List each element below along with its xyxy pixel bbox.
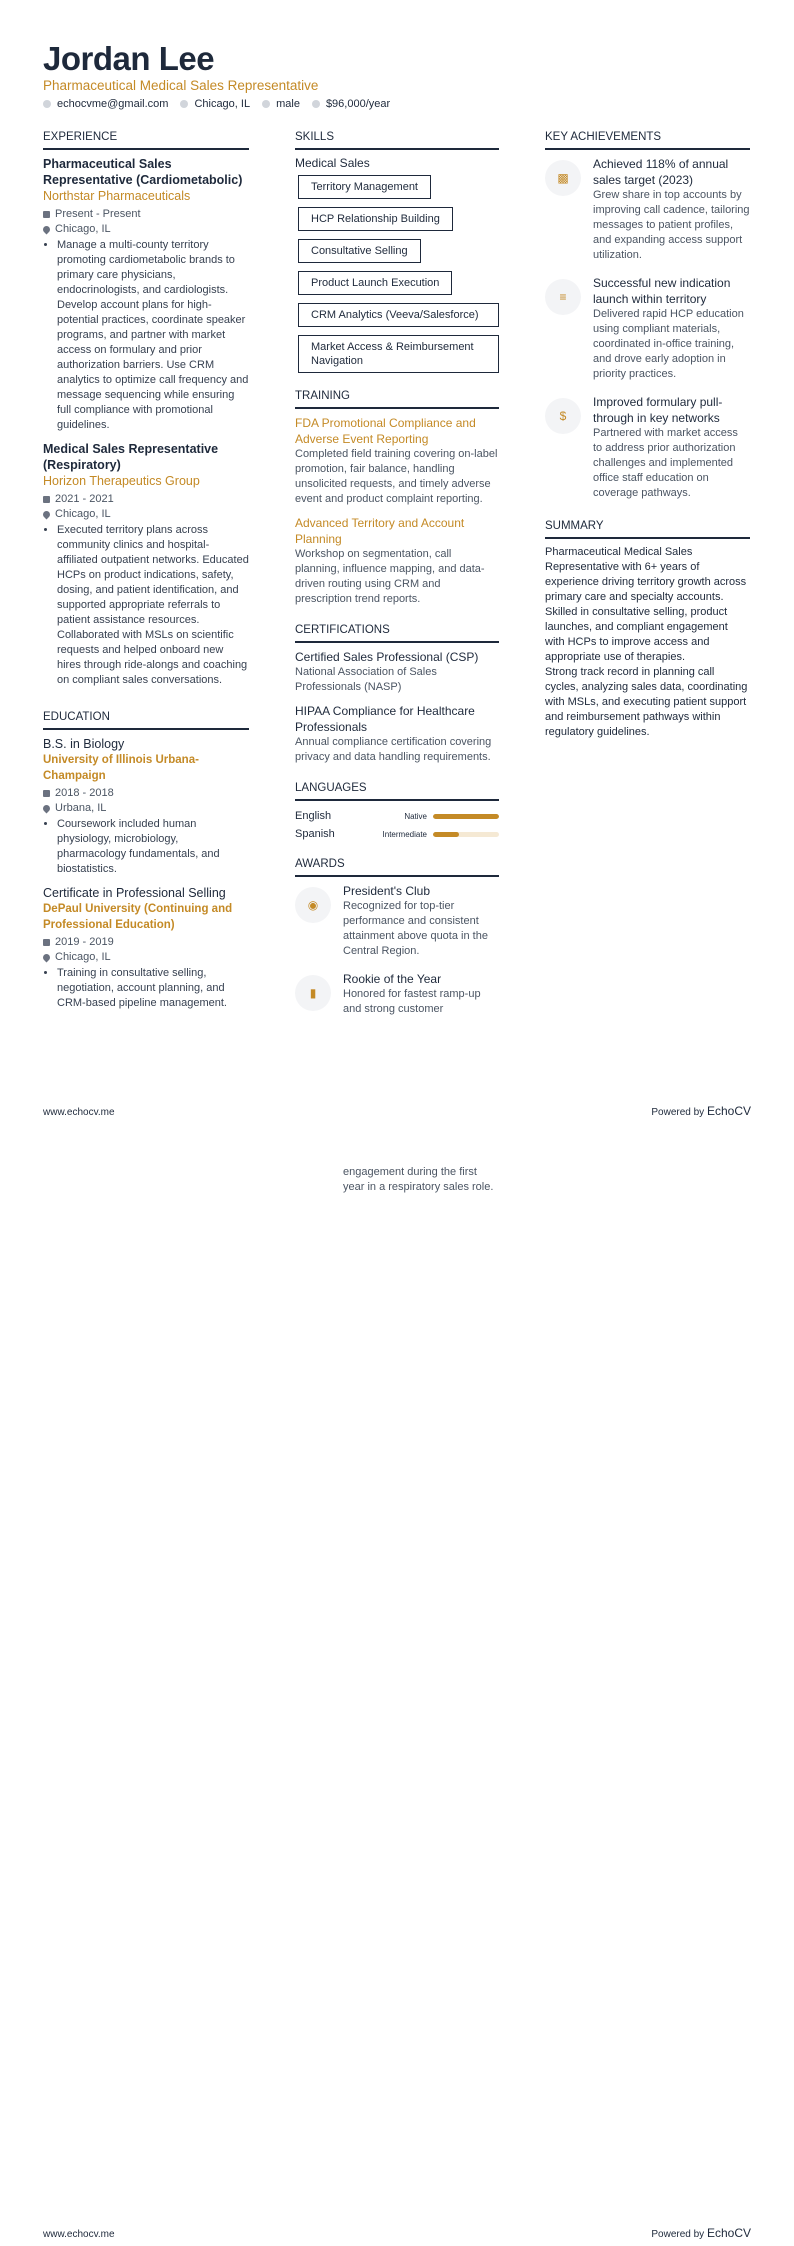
degree: Certificate in Professional Selling: [43, 886, 226, 900]
skill-tag: CRM Analytics (Veeva/Salesforce): [298, 303, 499, 327]
skill-tag: Market Access & Reimbursement Navigation: [298, 335, 499, 373]
footer-site-link[interactable]: www.echocv.me: [43, 2229, 115, 2240]
award-item: [295, 883, 499, 967]
location-pin-icon: [42, 510, 52, 520]
person-icon: [262, 100, 270, 108]
salary: $96,000/year: [325, 98, 391, 110]
achievement-item: [545, 275, 750, 390]
section-awards-heading: AWARDS: [295, 857, 499, 877]
gender: male: [276, 98, 300, 110]
experience-entry: [43, 441, 249, 688]
section-skills-heading: SKILLS: [295, 130, 499, 150]
section-training-heading: TRAINING: [295, 389, 499, 409]
footer-powered: Powered by: [651, 1107, 705, 1118]
achievement-item: [545, 156, 750, 271]
dates: Present - Present: [55, 208, 141, 220]
school: DePaul University (Continuing and Professional Education): [43, 903, 233, 931]
footer-site-link[interactable]: www.echocv.me: [43, 1107, 115, 1118]
camera-icon: ◉: [295, 887, 331, 923]
achievement-description: Delivered rapid HCP education using compliant materials, coordinated in-office training, and drove early adoption in priority practices.: [593, 308, 744, 380]
location-pin-icon: [42, 804, 52, 814]
award-description: Recognized for top-tier performance and consistent attainment above quota in the Central Region.: [343, 900, 488, 957]
education-description: • Coursework included human physiology, microbiology, pharmacology fundamentals, and biostatistics.: [57, 817, 249, 877]
candidate-name: Jordan Lee: [43, 40, 215, 77]
award-title: President's Club: [343, 884, 430, 898]
language-level: Intermediate: [382, 829, 427, 839]
resume-page-2: [0, 1125, 794, 2246]
page-footer: [43, 2226, 751, 2240]
middle-column: [295, 130, 499, 1029]
job-location: Chicago, IL: [55, 223, 111, 235]
education-entry: [43, 885, 249, 1011]
job-title: Medical Sales Representative (Respiratory): [43, 442, 219, 472]
section-certifications-heading: CERTIFICATIONS: [295, 623, 499, 643]
school-location: Chicago, IL: [55, 951, 111, 963]
footer-powered: Powered by: [651, 2229, 705, 2240]
training-description: Workshop on segmentation, call planning, influence mapping, and data-driven routing using CRM and prescription trend reports.: [295, 548, 485, 605]
calendar-icon: [43, 939, 50, 946]
email-icon: [43, 100, 51, 108]
company: Horizon Therapeutics Group: [43, 474, 200, 488]
certification-description: Annual compliance certification covering privacy and data handling requirements.: [295, 736, 492, 763]
school: University of Illinois Urbana-Champaign: [43, 754, 199, 782]
achievement-title: Improved formulary pull-through in key networks: [593, 395, 723, 425]
section-education-heading: EDUCATION: [43, 710, 249, 730]
experience-entry: [43, 156, 249, 433]
language-row: [295, 825, 499, 843]
training-description: Completed field training covering on-label promotion, fair balance, handling unsolicited requests, and timely adverse event and product complaint reporting.: [295, 448, 498, 505]
location-icon: [180, 100, 188, 108]
clipboard-icon: ▩: [545, 160, 581, 196]
language-bar: [433, 832, 499, 837]
summary-paragraph: Pharmaceutical Medical Sales Representative with 6+ years of experience driving territory growth across primary care and specialty accounts. Skilled in consultative selling, product launches, and compliant engagement with HCPs to improve access and appropriate use of therapies.: [545, 546, 747, 663]
left-column: [43, 130, 249, 1019]
certification-title: Certified Sales Professional (CSP): [295, 650, 479, 664]
right-column: [545, 130, 750, 740]
calendar-icon: [43, 496, 50, 503]
skill-tags: [295, 175, 499, 381]
certification-title: HIPAA Compliance for Healthcare Professionals: [295, 704, 475, 734]
education-description: • Training in consultative selling, negotiation, account planning, and CRM-based pipeline management.: [57, 966, 249, 1011]
calendar-icon: [43, 790, 50, 797]
dates: 2021 - 2021: [55, 493, 114, 505]
section-summary-heading: SUMMARY: [545, 519, 750, 539]
achievement-item: [545, 394, 750, 509]
footer-brand: EchoCV: [706, 2226, 751, 2240]
location-pin-icon: [42, 225, 52, 235]
salary-icon: [312, 100, 320, 108]
skill-tag: Territory Management: [298, 175, 431, 199]
award-item: [295, 971, 499, 1025]
footer-brand: EchoCV: [706, 1104, 751, 1118]
email: echocvme@gmail.com: [57, 98, 169, 110]
award-title: Rookie of the Year: [343, 972, 442, 986]
job-description: • Manage a multi-county territory promoting cardiometabolic brands to primary care physicians, endocrinologists, and cardiologists. Develop account plans for high-potential practices, coordinate speaker programs, and partner with market access on formulary and prior authorization barriers. Use CRM analytics to optimize call frequency and message sequencing while ensuring full compliance with promotional guidelines.: [57, 238, 249, 433]
achievement-description: Grew share in top accounts by improving call cadence, tailoring messages to patient profiles, and expanding access support utilization.: [593, 189, 750, 261]
language-bar: [433, 814, 499, 819]
contact-info: [43, 98, 390, 110]
achievement-title: Successful new indication launch within territory: [593, 276, 731, 306]
language-name: Spanish: [295, 827, 335, 840]
calendar-icon: [43, 211, 50, 218]
training-title: FDA Promotional Compliance and Adverse Event Reporting: [295, 416, 476, 446]
achievement-description: Partnered with market access to address prior authorization challenges and implemented office staff education on coverage pathways.: [593, 427, 738, 499]
language-bar-fill: [433, 814, 499, 819]
company: Northstar Pharmaceuticals: [43, 189, 191, 203]
skill-tag: Consultative Selling: [298, 239, 421, 263]
candidate-title: Pharmaceutical Medical Sales Representative: [43, 78, 319, 93]
education-entry: [43, 736, 249, 877]
skill-tag: Product Launch Execution: [298, 271, 452, 295]
section-experience-heading: EXPERIENCE: [43, 130, 249, 150]
certification-description: National Association of Sales Professionals (NASP): [295, 666, 437, 693]
language-row: [295, 807, 499, 825]
award-description: Honored for fastest ramp-up and strong customer: [343, 988, 481, 1015]
section-languages-heading: LANGUAGES: [295, 781, 499, 801]
location: Chicago, IL: [194, 98, 251, 110]
dates: 2019 - 2019: [55, 936, 114, 948]
section-achievements-heading: KEY ACHIEVEMENTS: [545, 130, 750, 150]
summary-paragraph: Strong track record in planning call cycles, analyzing sales data, coordinating with MSLs, and executing patient support and reimbursement pathways within regulatory guidelines.: [545, 666, 748, 738]
dollar-icon: $: [545, 398, 581, 434]
bar-chart-icon: ▮: [295, 975, 331, 1011]
job-title: Pharmaceutical Sales Representative (Cardiometabolic): [43, 157, 243, 187]
training-title: Advanced Territory and Account Planning: [295, 516, 465, 546]
degree: B.S. in Biology: [43, 737, 125, 751]
language-level: Native: [404, 811, 427, 821]
language-name: English: [295, 809, 332, 822]
dates: 2018 - 2018: [55, 787, 114, 799]
lines-icon: ≡: [545, 279, 581, 315]
location-pin-icon: [42, 953, 52, 963]
award-description-continued: engagement during the first year in a respiratory sales role.: [343, 1166, 494, 1193]
skill-group: Medical Sales: [295, 156, 370, 170]
language-bar-fill: [433, 832, 459, 837]
school-location: Urbana, IL: [55, 802, 107, 814]
job-description: • Executed territory plans across community clinics and hospital-affiliated outpatient networks. Educated HCPs on product indications, safety, dosing, and patient identification, and supported appropriate referrals to patient assistance resources. Collaborated with MSLs on scientific requests and helped onboard new hires through ride-alongs and coaching on compliant sales conversations.: [57, 523, 249, 688]
achievement-title: Achieved 118% of annual sales target (2023): [593, 157, 729, 187]
page-footer: [43, 1104, 751, 1118]
job-location: Chicago, IL: [55, 508, 111, 520]
skill-tag: HCP Relationship Building: [298, 207, 453, 231]
